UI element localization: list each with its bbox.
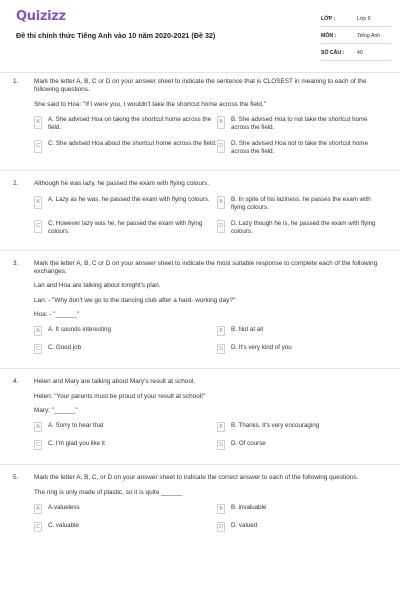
option-letter-badge: D bbox=[217, 440, 225, 450]
meta-label: MÔN : bbox=[321, 33, 337, 39]
option-letter-badge: C bbox=[34, 344, 42, 354]
option-text: B. In spite of his laziness, he passes the exam with flying colours. bbox=[231, 195, 371, 211]
option-c[interactable] bbox=[34, 440, 217, 450]
option-a[interactable] bbox=[34, 196, 217, 212]
answer-options bbox=[34, 504, 380, 540]
question-number: 3. bbox=[13, 259, 19, 267]
question-5 bbox=[0, 474, 400, 540]
option-c[interactable] bbox=[34, 140, 217, 156]
option-letter-badge: A bbox=[34, 504, 42, 514]
question-context: Lan and Hoa are talking about tonight's plan. bbox=[34, 282, 161, 290]
option-text: D. Of course bbox=[231, 440, 266, 448]
question-text: Mark the letter A, B, C or D on your answer sheet to indicate the sentence that is CLOSEST in meaning to each of the following questions. bbox=[34, 78, 367, 94]
meta-label: SỐ CÂU : bbox=[321, 50, 345, 56]
meta-row-grade bbox=[321, 12, 391, 27]
option-letter-badge: D bbox=[217, 220, 225, 233]
option-letter-badge: A bbox=[34, 116, 42, 129]
question-dialogue-line: Lan: - "Why don't we go to the dancing club after a hard- working day?" bbox=[34, 296, 236, 304]
exam-title: Đề thi chính thức Tiếng Anh vào 10 năm 2020-2021 (Đề 32) bbox=[16, 31, 216, 40]
option-a[interactable] bbox=[34, 422, 217, 432]
option-letter-badge: C bbox=[34, 220, 42, 233]
option-text: A. Sorry to hear that bbox=[48, 422, 104, 430]
option-text: C. I'm glad you like it bbox=[48, 440, 105, 448]
question-2 bbox=[0, 180, 400, 244]
option-letter-badge: B bbox=[217, 504, 225, 514]
option-text: A. Lazy as he was, he passed the exam with flying colours. bbox=[48, 195, 210, 203]
option-c[interactable] bbox=[34, 344, 217, 354]
option-d[interactable] bbox=[217, 440, 380, 450]
option-b[interactable] bbox=[217, 116, 380, 132]
question-dialogue-blank: Mary: "______" bbox=[34, 407, 78, 415]
option-text: A.valueless bbox=[48, 504, 80, 512]
question-text: Although he was lazy, he passed the exam with flying colours. bbox=[34, 180, 210, 188]
option-letter-badge: C bbox=[34, 522, 42, 532]
option-letter-badge: D bbox=[217, 140, 225, 153]
question-number: 2. bbox=[13, 180, 19, 188]
option-letter-badge: D bbox=[217, 522, 225, 532]
question-text: Mark the letter A, B, C, or D on your answer sheet to indicate the correct answer to each of the following questions. bbox=[34, 474, 359, 482]
option-c[interactable] bbox=[34, 220, 217, 236]
meta-value: 40 bbox=[357, 50, 363, 56]
option-text: C. She advised Hoa about the shortcut home across the field. bbox=[48, 140, 217, 148]
option-b[interactable] bbox=[217, 422, 380, 432]
exam-meta bbox=[321, 12, 391, 63]
question-dialogue-line: Helen: "Your parents must be proud of your result at school!" bbox=[34, 392, 206, 400]
option-a[interactable] bbox=[34, 116, 217, 132]
option-text: C. However lazy was he, he passed the exam with flying colours. bbox=[48, 219, 203, 235]
meta-value: Lớp 9 bbox=[357, 16, 371, 22]
option-text: D. valued bbox=[231, 522, 258, 530]
question-number: 1. bbox=[13, 78, 19, 85]
option-a[interactable] bbox=[34, 326, 217, 336]
option-letter-badge: A bbox=[34, 326, 42, 336]
question-text: Helen and Mary are talking about Mary's result at school. bbox=[34, 378, 196, 386]
option-text: C. Good job bbox=[48, 344, 82, 352]
option-text: A. It sounds interesting bbox=[48, 326, 111, 334]
meta-label: LỚP : bbox=[321, 16, 336, 22]
question-list bbox=[0, 78, 400, 540]
meta-row-subject bbox=[321, 29, 391, 44]
option-letter-badge: D bbox=[217, 344, 225, 354]
option-d[interactable] bbox=[217, 220, 380, 236]
question-4 bbox=[0, 378, 400, 458]
option-c[interactable] bbox=[34, 522, 217, 532]
header-divider bbox=[0, 72, 400, 73]
option-d[interactable] bbox=[217, 140, 380, 156]
answer-options bbox=[34, 196, 380, 244]
option-letter-badge: A bbox=[34, 196, 42, 209]
option-d[interactable] bbox=[217, 344, 380, 354]
option-text: B. She advised Hoa to not take the shortcut home across the field. bbox=[231, 115, 368, 132]
question-divider bbox=[0, 464, 400, 465]
question-number: 4. bbox=[13, 378, 19, 386]
option-b[interactable] bbox=[217, 196, 380, 212]
question-divider bbox=[0, 170, 400, 171]
meta-row-question-count bbox=[321, 46, 391, 61]
page-header bbox=[0, 0, 400, 72]
meta-value: Tiếng Anh bbox=[357, 33, 381, 39]
question-prompt: The ring is only made of plastic, so it is quite ______ bbox=[34, 488, 183, 496]
answer-options bbox=[34, 422, 380, 458]
option-text: D. It's very kind of you bbox=[231, 344, 292, 352]
question-number: 5. bbox=[13, 474, 19, 482]
option-a[interactable] bbox=[34, 504, 217, 514]
question-3 bbox=[0, 260, 400, 363]
option-text: A. She advised Hoa on taking the shortcut home across the field. bbox=[48, 115, 212, 132]
option-d[interactable] bbox=[217, 522, 380, 532]
option-text: C. valuable bbox=[48, 522, 79, 530]
option-letter-badge: C bbox=[34, 140, 42, 153]
option-text: B. invaluable bbox=[231, 504, 267, 512]
quizizz-logo: Quizizz bbox=[16, 9, 66, 24]
option-text: D. Lazy though he is, he passed the exam with flying colours. bbox=[231, 219, 376, 235]
option-letter-badge: B bbox=[217, 326, 225, 336]
option-b[interactable] bbox=[217, 504, 380, 514]
option-letter-badge: B bbox=[217, 422, 225, 432]
question-prompt: She said to Hoa: "If I were you, I wouldn't take the shortcut home across the field." bbox=[34, 100, 267, 108]
option-letter-badge: B bbox=[217, 116, 225, 129]
option-letter-badge: C bbox=[34, 440, 42, 450]
question-divider bbox=[0, 368, 400, 369]
question-divider bbox=[0, 250, 400, 251]
option-b[interactable] bbox=[217, 326, 380, 336]
question-1 bbox=[0, 78, 400, 164]
option-text: D. She advised Hoa not to take the shortcut home across the field. bbox=[231, 140, 368, 156]
option-letter-badge: A bbox=[34, 422, 42, 432]
option-text: B. Thanks. It's very encouraging bbox=[231, 422, 320, 430]
question-dialogue-blank: Hoa: - "______" bbox=[34, 311, 80, 319]
answer-options bbox=[34, 326, 380, 362]
question-text: Mark the letter A, B, C or D on your answer sheet to indicate the most suitable response to complete each of the following exchanges. bbox=[34, 259, 378, 276]
answer-options bbox=[34, 116, 380, 164]
option-text: B. Not at all bbox=[231, 326, 263, 334]
option-letter-badge: B bbox=[217, 196, 225, 209]
